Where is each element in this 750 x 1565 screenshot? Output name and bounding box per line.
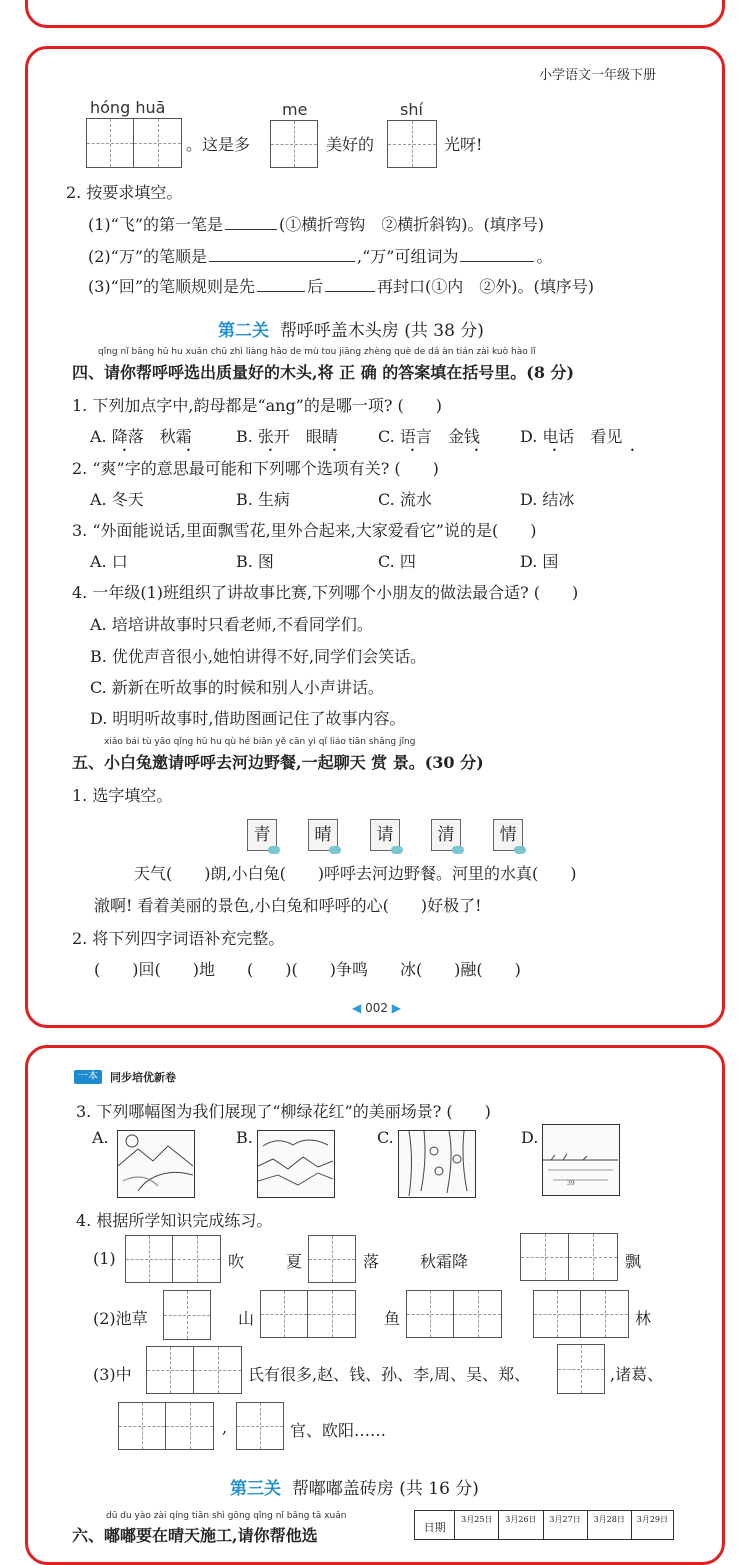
level3-heading: 第三关 帮嘟嘟盖砖房 (共 16 分) (230, 1479, 479, 1499)
char-card-qing2[interactable]: 晴 (308, 819, 338, 851)
tianzige-r1-2[interactable] (308, 1235, 356, 1283)
s6-title: 六、嘟嘟要在晴天施工,请你帮他选 (72, 1526, 318, 1545)
s4-q3-optD[interactable]: D. 国 (520, 552, 559, 571)
prev-arrow-icon[interactable]: ◀ (352, 1001, 362, 1015)
picture-c[interactable] (398, 1130, 476, 1198)
pinyin-me: me (282, 100, 308, 119)
sentence-part-1: 。这是多 (186, 135, 251, 154)
s4-q2: 2. “爽”字的意思最可能和下列哪个选项有关? ( ) (72, 459, 439, 478)
tianzige-shi[interactable] (387, 120, 437, 168)
s4-q2-optD[interactable]: D. 结冰 (520, 490, 575, 509)
r3-text-zhuge: ,诸葛、 (610, 1365, 664, 1384)
pic-label-a: A. (92, 1128, 109, 1147)
r2-text-shan: 山 (238, 1309, 255, 1328)
s4-title: 四、请你帮呼呼选出质量好的木头,将 正 确 的答案填在括号里。(8 分) (72, 363, 575, 382)
s6-pinyin: dū du yào zài qíng tiān shì gōng qǐng nǐ bāng tā xuǎn (106, 1511, 347, 1521)
tianzige-r2-2[interactable] (260, 1290, 356, 1338)
answer-blank[interactable] (460, 260, 534, 262)
page-number: ◀ 002 ▶ (352, 1001, 402, 1015)
s4-q1-optA[interactable]: A. 降落 秋霜 (90, 427, 192, 446)
picture-a[interactable] (117, 1130, 195, 1198)
s5-line2: 澈啊! 看着美丽的景色,小白兔和呼呼的心( )好极了! (94, 896, 482, 915)
s4-q1-optD[interactable]: D. 电话 看见 (520, 427, 623, 446)
level2-heading: 第二关 帮呼呼盖木头房 (共 38 分) (218, 321, 484, 341)
table-head-329: 3月29日 (636, 1515, 669, 1524)
tianzige-r2-1[interactable] (163, 1290, 211, 1340)
pic-label-d: D. (521, 1128, 539, 1147)
tianzige-honghua[interactable] (86, 118, 182, 168)
svg-text:39: 39 (567, 1180, 575, 1187)
next-arrow-icon[interactable]: ▶ (391, 1001, 402, 1015)
answer-blank[interactable] (325, 290, 375, 292)
s4-q2-optA[interactable]: A. 冬天 (90, 490, 144, 509)
tianzige-r3-1[interactable] (146, 1346, 242, 1394)
s4-q3-optA[interactable]: A. 口 (90, 552, 128, 571)
s4-q4: 4. 一年级(1)班组织了讲故事比赛,下列哪个小朋友的做法最合适? ( ) (72, 583, 579, 602)
r3-label: (3)中 (93, 1365, 132, 1384)
p2-q3: 3. 下列哪幅图为我们展现了“柳绿花红”的美丽场景? ( ) (76, 1102, 491, 1121)
char-card-qing1[interactable]: 青 (247, 819, 277, 851)
r1-label: (1) (93, 1249, 116, 1268)
s4-q1-optB[interactable]: B. 张开 眼睛 (236, 427, 338, 446)
r1-text-piao: 飘 (625, 1252, 642, 1271)
r1-text-xia: 夏 (286, 1252, 303, 1271)
brand-title: 同步培优新卷 (110, 1071, 176, 1084)
s4-q3: 3. “外面能说话,里面飘雪花,里外合起来,大家爱看它”说的是( ) (72, 521, 537, 540)
previous-page-card (25, 0, 725, 28)
table-head-326: 3月26日 (499, 1511, 543, 1539)
r1-text-qiu: 秋霜降 (420, 1252, 469, 1271)
pic-label-c: C. (377, 1128, 394, 1147)
pic-label-b: B. (236, 1128, 253, 1147)
s4-q3-optC[interactable]: C. 四 (378, 552, 416, 571)
q2-title: 2. 按要求填空。 (66, 183, 183, 202)
s4-q2-optC[interactable]: C. 流水 (378, 490, 432, 509)
s4-q4-optA[interactable]: A. 培培讲故事时只看老师,不看同学们。 (90, 615, 373, 634)
s5-pinyin: xiǎo bái tù yāo qǐng hū hu qù hé biān yě cān yì qǐ liáo tiān shǎng jǐng (104, 737, 416, 747)
q2-3: (3)“回”的笔顺规则是先 后 再封口(①内 ②外)。(填序号) (88, 277, 595, 296)
tianzige-me[interactable] (270, 120, 318, 168)
s5-line1: 天气( )朗,小白兔( )呼呼去河边野餐。河里的水真( ) (134, 864, 577, 883)
pinyin-shi: shí (400, 100, 423, 119)
p2-q4: 4. 根据所学知识完成练习。 (76, 1211, 273, 1230)
s4-q1-optC[interactable]: C. 语言 金钱 (378, 427, 480, 446)
tianzige-r4-1[interactable] (118, 1402, 214, 1450)
picture-b[interactable] (257, 1130, 335, 1198)
tianzige-r1-3[interactable] (520, 1233, 618, 1281)
char-card-qing4[interactable]: 清 (431, 819, 461, 851)
sentence-part-2: 美好的 (326, 135, 375, 154)
emphasis-dots: • • • • • • • • (122, 446, 635, 455)
char-card-qing3[interactable]: 请 (370, 819, 400, 851)
tianzige-r3-2[interactable] (557, 1344, 605, 1394)
table-head-328: 3月28日 (588, 1511, 632, 1539)
answer-blank[interactable] (209, 260, 355, 262)
sentence-part-3: 光呀! (444, 135, 483, 154)
tianzige-r2-4[interactable] (533, 1290, 629, 1338)
s4-q3-optB[interactable]: B. 图 (236, 552, 274, 571)
s5-q2: 2. 将下列四字词语补充完整。 (72, 929, 285, 948)
book-title: 小学语文一年级下册 (539, 68, 657, 83)
r4-text: 官、欧阳…… (290, 1421, 387, 1440)
q2-2: (2)“万”的笔顺是 ,“万”可组词为 。 (88, 247, 553, 266)
s4-q4-optD[interactable]: D. 明明听故事时,借助图画记住了故事内容。 (90, 709, 406, 728)
s4-q4-optC[interactable]: C. 新新在听故事的时候和别人小声讲话。 (90, 678, 384, 697)
s4-q2-optB[interactable]: B. 生病 (236, 490, 290, 509)
table-head-date: 日期 (415, 1511, 455, 1539)
tianzige-r4-2[interactable] (236, 1402, 284, 1450)
brand-badge: 一本 (74, 1070, 102, 1084)
s4-q4-optB[interactable]: B. 优优声音很小,她怕讲得不好,同学们会笑话。 (90, 647, 427, 666)
tianzige-r2-3[interactable] (406, 1290, 502, 1338)
r3-text: 氏有很多,赵、钱、孙、李,周、吴、郑、 (248, 1365, 531, 1384)
s5-q1: 1. 选字填空。 (72, 786, 173, 805)
s4-pinyin: qǐng nǐ bāng hū hu xuǎn chū zhì liàng hǎo de mù tou jiāng zhèng què de dá àn tián zài kuò hào lǐ (98, 347, 536, 357)
s5-idioms: ( )回( )地 ( )( )争鸣 冰( )融( ) (94, 960, 521, 979)
picture-d[interactable] (542, 1124, 620, 1196)
r4-comma: , (222, 1418, 228, 1437)
answer-blank[interactable] (257, 290, 305, 292)
answer-blank[interactable] (225, 228, 277, 230)
table-head-325: 3月25日 (455, 1511, 499, 1539)
r1-text-luo: 落 (363, 1252, 380, 1271)
weather-table (414, 1510, 674, 1540)
table-head-327: 3月27日 (544, 1511, 588, 1539)
char-card-qing5[interactable]: 情 (493, 819, 523, 851)
r1-text-chui: 吹 (228, 1252, 245, 1271)
s5-title: 五、小白兔邀请呼呼去河边野餐,一起聊天 赏 景。(30 分) (72, 753, 484, 772)
r2-text-yu: 鱼 (384, 1309, 401, 1328)
s4-q1: 1. 下列加点字中,韵母都是“ang”的是哪一项? ( ) (72, 396, 443, 415)
pinyin-honghua: hóng huā (90, 98, 166, 117)
q2-1: (1)“飞”的第一笔是 (①横折弯钩 ②横折斜钩)。(填序号) (88, 215, 545, 234)
tianzige-r1-1[interactable] (125, 1235, 221, 1283)
r2-text-lin: 林 (635, 1309, 652, 1328)
r2-label: (2)池草 (93, 1309, 148, 1328)
